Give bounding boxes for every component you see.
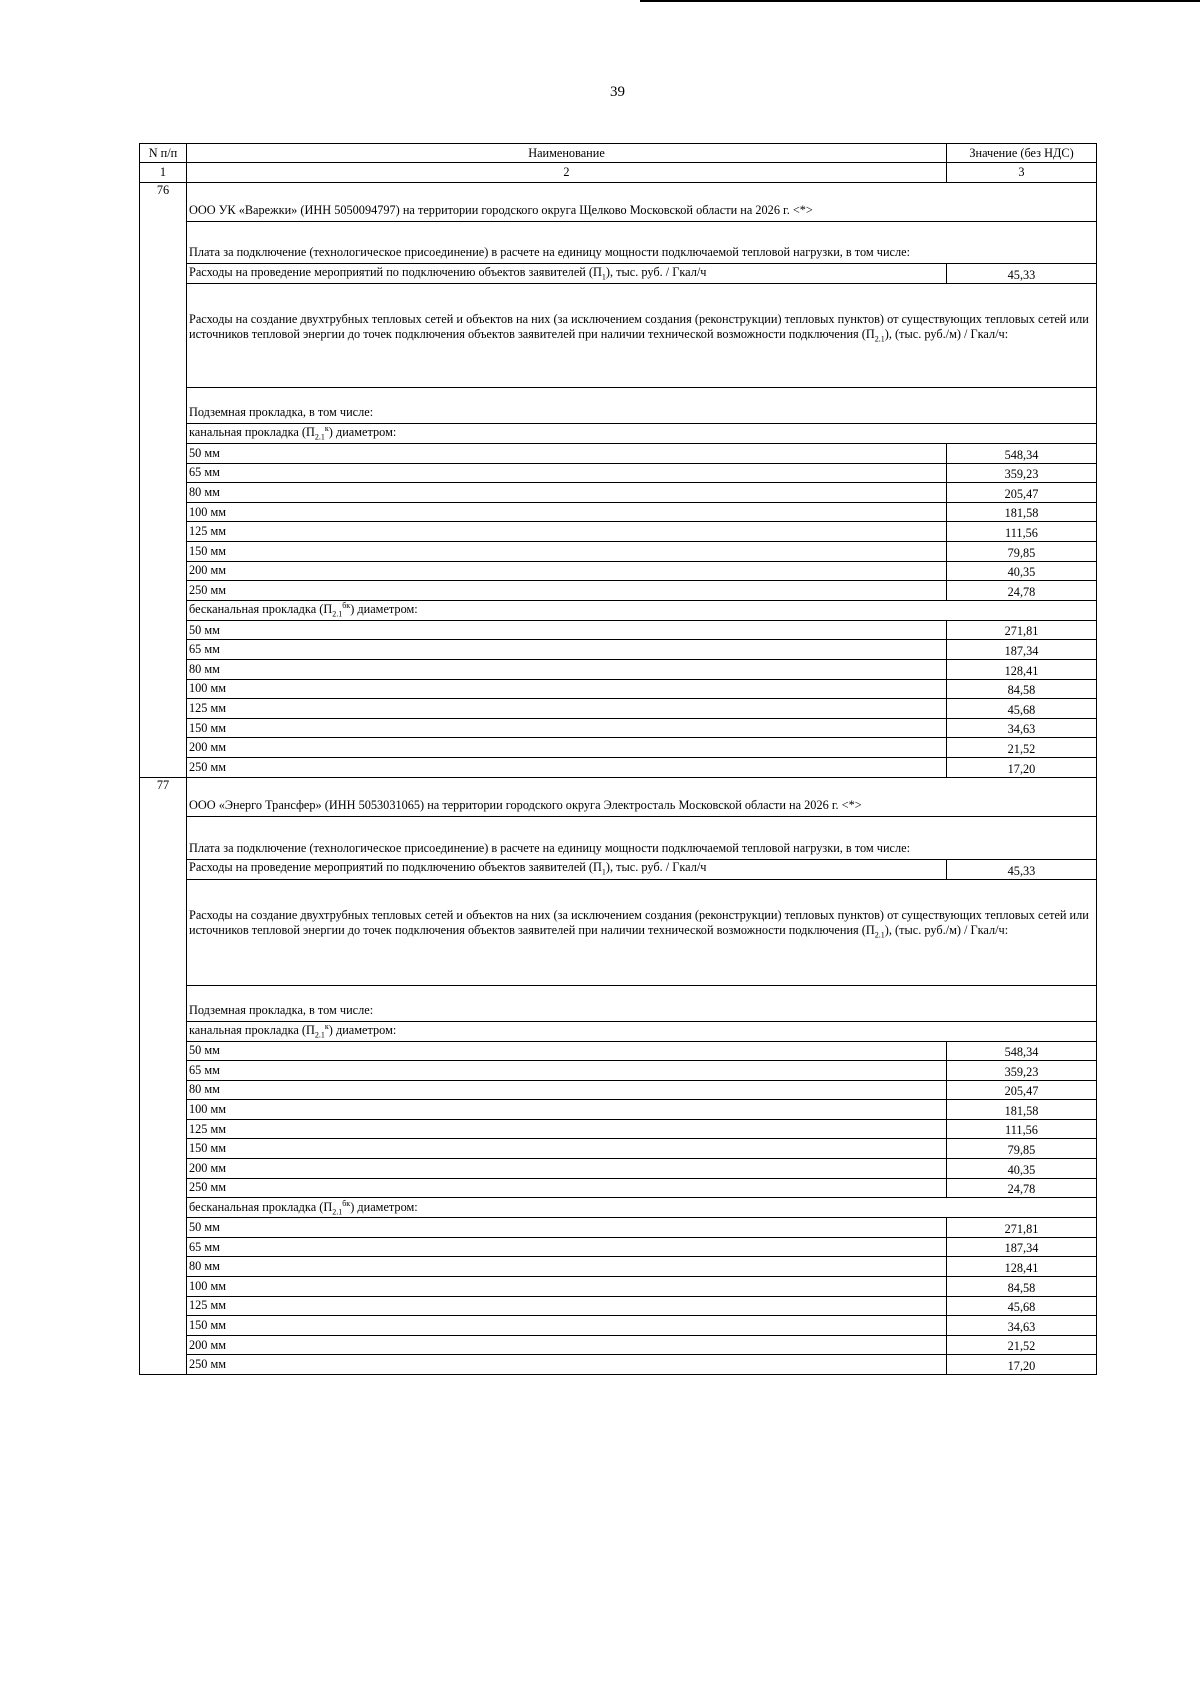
diameter-value: 17,20 xyxy=(947,757,1097,777)
table-row xyxy=(140,1100,1097,1120)
table-row xyxy=(140,1335,1097,1355)
diameter-label: 250 мм xyxy=(187,757,947,777)
diameter-label: 100 мм xyxy=(187,1100,947,1120)
diameter-label: 65 мм xyxy=(187,640,947,660)
table-row xyxy=(140,1218,1097,1238)
channel-subscript: 2.1 xyxy=(314,1030,325,1040)
diameter-value: 359,23 xyxy=(947,1061,1097,1081)
table-row xyxy=(140,541,1097,561)
diameter-value: 271,81 xyxy=(947,620,1097,640)
table-row xyxy=(140,1316,1097,1336)
diameter-value: 128,41 xyxy=(947,659,1097,679)
table-row xyxy=(140,1257,1097,1277)
diameter-value: 111,56 xyxy=(947,1119,1097,1139)
diameter-label: 125 мм xyxy=(187,522,947,542)
diameter-value: 181,58 xyxy=(947,502,1097,522)
table-row xyxy=(140,1296,1097,1316)
diameter-label: 50 мм xyxy=(187,620,947,640)
section-number: 76 xyxy=(140,183,187,778)
diameter-label: 65 мм xyxy=(187,1237,947,1257)
diameter-label: 150 мм xyxy=(187,1139,947,1159)
table-row xyxy=(140,1355,1097,1375)
diameter-value: 548,34 xyxy=(947,1041,1097,1061)
table-row xyxy=(140,1277,1097,1297)
index-3: 3 xyxy=(947,163,1097,183)
channelless-subscript: 2.1 xyxy=(332,609,343,619)
diameter-label: 65 мм xyxy=(187,463,947,483)
diameter-label: 80 мм xyxy=(187,659,947,679)
diameter-value: 79,85 xyxy=(947,1139,1097,1159)
channelless-label xyxy=(187,600,1097,620)
section-number: 77 xyxy=(140,777,187,1375)
channel-superscript: к xyxy=(324,424,329,434)
section-title-row xyxy=(140,183,1097,222)
p21-row xyxy=(140,284,1097,388)
table-row xyxy=(140,1041,1097,1061)
p21-row xyxy=(140,879,1097,985)
diameter-label: 100 мм xyxy=(187,1277,947,1297)
diameter-value: 205,47 xyxy=(947,1080,1097,1100)
underground-row xyxy=(140,985,1097,1021)
p1-subscript: 1 xyxy=(601,867,606,877)
diameter-label: 50 мм xyxy=(187,1041,947,1061)
diameter-label: 125 мм xyxy=(187,1296,947,1316)
p1-value: 45,33 xyxy=(947,859,1097,879)
diameter-value: 128,41 xyxy=(947,1257,1097,1277)
fee-caption: Плата за подключение (технологическое присоединение) в расчете на единицу мощности подключаемой тепловой нагрузки, в том числе: xyxy=(187,222,1097,264)
table-row xyxy=(140,620,1097,640)
diameter-label: 125 мм xyxy=(187,1119,947,1139)
table-row xyxy=(140,1119,1097,1139)
table-header-row xyxy=(140,144,1097,163)
p21-tail: ), (тыс. руб./м) / Гкал/ч: xyxy=(884,327,1009,341)
channel-superscript: к xyxy=(324,1021,329,1031)
channel-label-row xyxy=(140,1021,1097,1041)
channel-label-tail: ) диаметром: xyxy=(328,425,397,440)
diameter-value: 24,78 xyxy=(947,581,1097,601)
diameter-label: 50 мм xyxy=(187,444,947,464)
diameter-value: 205,47 xyxy=(947,483,1097,503)
channel-label xyxy=(187,1021,1097,1041)
diameter-value: 40,35 xyxy=(947,561,1097,581)
channel-label-text: канальная прокладка (П xyxy=(189,1022,315,1037)
diameter-value: 45,68 xyxy=(947,699,1097,719)
channelless-label-tail: ) диаметром: xyxy=(350,1199,418,1214)
diameter-value: 34,63 xyxy=(947,1316,1097,1336)
p1-label xyxy=(187,264,947,284)
table-row xyxy=(140,522,1097,542)
header-number: N п/п xyxy=(140,144,187,163)
diameter-value: 84,58 xyxy=(947,679,1097,699)
p21-tail: ), (тыс. руб./м) / Гкал/ч: xyxy=(884,922,1009,937)
page-number: 39 xyxy=(610,84,625,100)
diameter-value: 111,56 xyxy=(947,522,1097,542)
p1-row xyxy=(140,264,1097,284)
fee-caption-row xyxy=(140,816,1097,859)
p1-label xyxy=(187,859,947,879)
table-row xyxy=(140,483,1097,503)
diameter-value: 21,52 xyxy=(947,738,1097,758)
diameter-value: 359,23 xyxy=(947,463,1097,483)
diameter-value: 79,85 xyxy=(947,541,1097,561)
table-row xyxy=(140,1237,1097,1257)
diameter-label: 200 мм xyxy=(187,1159,947,1179)
channelless-label-row xyxy=(140,1198,1097,1218)
channel-label-text: канальная прокладка (П xyxy=(189,425,315,440)
p21-subscript: 2.1 xyxy=(874,929,885,939)
diameter-label: 50 мм xyxy=(187,1218,947,1238)
p1-label-tail: ), тыс. руб. / Гкал/ч xyxy=(605,860,707,875)
diameter-label: 250 мм xyxy=(187,581,947,601)
channel-label xyxy=(187,424,1097,444)
scan-artifact-line xyxy=(640,0,1200,2)
index-1: 1 xyxy=(140,163,187,183)
p1-value: 45,33 xyxy=(947,264,1097,284)
channelless-subscript: 2.1 xyxy=(332,1207,343,1217)
underground-row xyxy=(140,388,1097,424)
diameter-label: 80 мм xyxy=(187,1080,947,1100)
p21-text: Расходы на создание двухтрубных тепловых сетей и объектов на них (за исключением создания (реконструкции) тепловых пунктов) от существующих тепловых сетей или источников тепловой энергии до точек подключения объектов заявителей при наличии технической возможности подключения (П xyxy=(189,907,1089,937)
diameter-value: 187,34 xyxy=(947,640,1097,660)
table-row xyxy=(140,502,1097,522)
diameter-label: 200 мм xyxy=(187,1335,947,1355)
table-row xyxy=(140,640,1097,660)
diameter-label: 150 мм xyxy=(187,718,947,738)
table-row xyxy=(140,1139,1097,1159)
channelless-label-text: бесканальная прокладка (П xyxy=(189,1199,333,1214)
section-title-row xyxy=(140,777,1097,816)
organization-title: ООО «Энерго Трансфер» (ИНН 5053031065) на территории городского округа Электросталь Московской области на 2026 г. <*> xyxy=(187,777,1097,816)
diameter-label: 250 мм xyxy=(187,1355,947,1375)
p21-description xyxy=(187,284,1097,388)
table-row xyxy=(140,659,1097,679)
table-row xyxy=(140,581,1097,601)
diameter-value: 548,34 xyxy=(947,444,1097,464)
table-row xyxy=(140,718,1097,738)
diameter-value: 45,68 xyxy=(947,1296,1097,1316)
p21-subscript: 2.1 xyxy=(874,334,885,344)
table-row xyxy=(140,757,1097,777)
diameter-label: 150 мм xyxy=(187,541,947,561)
channel-label-row xyxy=(140,424,1097,444)
table-row xyxy=(140,1061,1097,1081)
table-row xyxy=(140,1159,1097,1179)
fee-caption-row xyxy=(140,222,1097,264)
diameter-label: 80 мм xyxy=(187,1257,947,1277)
table-row xyxy=(140,1178,1097,1198)
table-index-row xyxy=(140,163,1097,183)
header-value: Значение (без НДС) xyxy=(947,144,1097,163)
table-row xyxy=(140,463,1097,483)
diameter-label: 250 мм xyxy=(187,1178,947,1198)
tariff-table xyxy=(139,143,1097,1375)
index-2: 2 xyxy=(187,163,947,183)
table-row xyxy=(140,444,1097,464)
channelless-label-text: бесканальная прокладка (П xyxy=(189,602,333,617)
table-row xyxy=(140,561,1097,581)
table-row xyxy=(140,738,1097,758)
channelless-label-row xyxy=(140,600,1097,620)
channelless-label xyxy=(187,1198,1097,1218)
diameter-label: 200 мм xyxy=(187,561,947,581)
diameter-value: 21,52 xyxy=(947,1335,1097,1355)
p1-label-text: Расходы на проведение мероприятий по подключению объектов заявителей (П xyxy=(189,860,602,875)
diameter-label: 100 мм xyxy=(187,679,947,699)
diameter-value: 271,81 xyxy=(947,1218,1097,1238)
diameter-label: 125 мм xyxy=(187,699,947,719)
header-name: Наименование xyxy=(187,144,947,163)
diameter-value: 24,78 xyxy=(947,1178,1097,1198)
underground-caption: Подземная прокладка, в том числе: xyxy=(187,985,1097,1021)
diameter-value: 187,34 xyxy=(947,1237,1097,1257)
channel-label-tail: ) диаметром: xyxy=(328,1022,397,1037)
diameter-label: 200 мм xyxy=(187,738,947,758)
diameter-label: 65 мм xyxy=(187,1061,947,1081)
organization-title: ООО УК «Варежки» (ИНН 5050094797) на территории городского округа Щелково Московской области на 2026 г. <*> xyxy=(187,183,1097,222)
table-row xyxy=(140,679,1097,699)
p21-text: Расходы на создание двухтрубных тепловых сетей и объектов на них (за исключением создания (реконструкции) тепловых пунктов) от существующих тепловых сетей или источников тепловой энергии до точек подключения объектов заявителей при наличии технической возможности подключения (П xyxy=(189,312,1089,341)
p1-subscript: 1 xyxy=(601,272,606,282)
underground-caption: Подземная прокладка, в том числе: xyxy=(187,388,1097,424)
p1-label-tail: ), тыс. руб. / Гкал/ч xyxy=(605,264,707,279)
table-row xyxy=(140,699,1097,719)
p21-description xyxy=(187,879,1097,985)
p1-row xyxy=(140,859,1097,879)
diameter-label: 150 мм xyxy=(187,1316,947,1336)
diameter-value: 181,58 xyxy=(947,1100,1097,1120)
channelless-superscript: бк xyxy=(342,1198,351,1208)
diameter-label: 100 мм xyxy=(187,502,947,522)
channel-subscript: 2.1 xyxy=(314,432,325,442)
diameter-value: 34,63 xyxy=(947,718,1097,738)
p1-label-text: Расходы на проведение мероприятий по подключению объектов заявителей (П xyxy=(189,264,602,279)
diameter-label: 80 мм xyxy=(187,483,947,503)
channelless-superscript: бк xyxy=(342,601,351,611)
diameter-value: 40,35 xyxy=(947,1159,1097,1179)
channelless-label-tail: ) диаметром: xyxy=(350,602,418,617)
table-row xyxy=(140,1080,1097,1100)
diameter-value: 84,58 xyxy=(947,1277,1097,1297)
diameter-value: 17,20 xyxy=(947,1355,1097,1375)
fee-caption: Плата за подключение (технологическое присоединение) в расчете на единицу мощности подключаемой тепловой нагрузки, в том числе: xyxy=(187,816,1097,859)
